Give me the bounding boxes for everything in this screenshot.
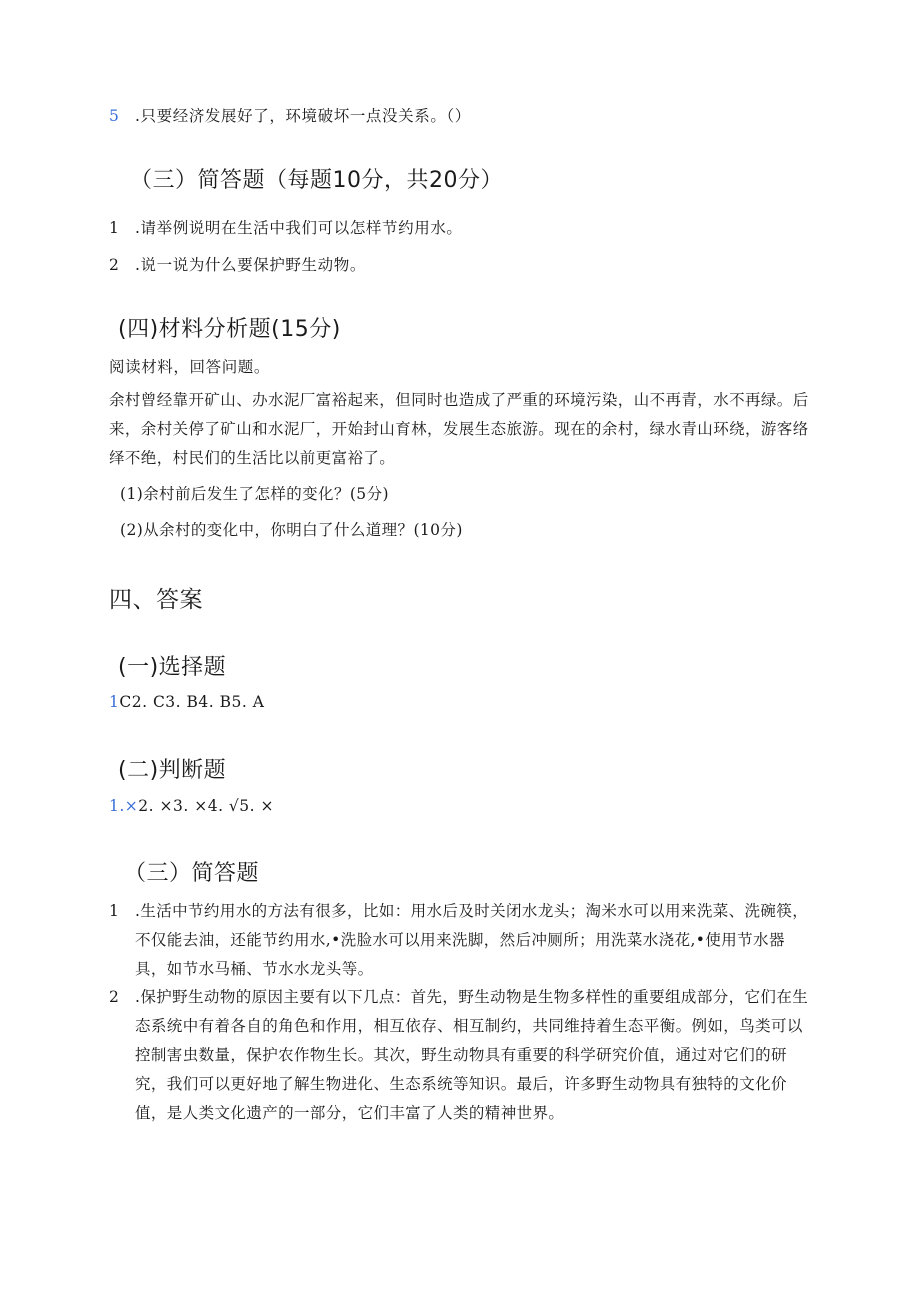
answers-heading: 四、答案 (109, 587, 203, 613)
question-number: 2 (109, 256, 120, 274)
answer-number: 2 (109, 988, 120, 1006)
answers-choice-row (109, 693, 264, 711)
answer-first-mark: × (124, 797, 139, 815)
short-question-1 (109, 216, 463, 238)
answer-first-number: 1. (109, 797, 125, 815)
question-text: .说一说为什么要保护野生动物。 (135, 256, 366, 274)
answer-number: 1 (109, 902, 120, 920)
answer-first-number: 1 (109, 693, 120, 711)
material-intro: 阅读材料，回答问题。 (109, 358, 271, 376)
question-5 (109, 104, 471, 126)
answers-short-heading: （三）简答题 (124, 861, 260, 886)
material-question-2: (2)从余村的变化中，你明白了什么道理？(10分) (120, 521, 463, 539)
answer-judge-values: 2. ×3. ×4. √5. × (138, 797, 274, 815)
question-text: .请举例说明在生活中我们可以怎样节约用水。 (135, 219, 463, 237)
answer-short-1 (109, 897, 809, 984)
answer-text: .生活中节约用水的方法有很多，比如：用水后及时关闭水龙头；淘米水可以用来洗菜、洗碗筷，不仅能去油，还能节约用水,•洗脸水可以用来洗脚，然后冲厕所；用洗菜水浇花,•使用节水器具，如节水马桶、节水水龙头等。 (135, 902, 809, 978)
answer-short-2 (109, 983, 809, 1128)
material-question-1: (1)余村前后发生了怎样的变化？(5分) (120, 485, 389, 503)
answers-judge-row (109, 797, 274, 815)
short-question-2 (109, 253, 366, 275)
material-text: 余村曾经靠开矿山、办水泥厂富裕起来，但同时也造成了严重的环境污染，山不再青，水不再绿。后来，余村关停了矿山和水泥厂，开始封山育林，发展生态旅游。现在的余村，绿水青山环绕，游客络绎不绝，村民们的生活比以前更富裕了。 (109, 391, 809, 467)
answer-text: .保护野生动物的原因主要有以下几点：首先，野生动物是生物多样性的重要组成部分，它们在生态系统中有着各自的角色和作用，相互依存、相互制约，共同维持着生态平衡。例如，鸟类可以控制害虫数量，保护农作物生长。其次，野生动物具有重要的科学研究价值，通过对它们的研究，我们可以更好地了解生物进化、生态系统等知识。最后，许多野生动物具有独特的文化价值，是人类文化遗产的一部分，它们丰富了人类的精神世界。 (135, 988, 809, 1122)
answer-choice-values: C2. C3. B4. B5. A (119, 693, 265, 711)
answers-judge-heading: (二)判断题 (118, 758, 227, 783)
section-heading-material: (四)材料分析题(15分) (118, 317, 341, 342)
section-heading-short-answer: （三）简答题（每题10分，共20分） (130, 168, 503, 193)
question-number: 1 (109, 219, 120, 237)
question-text: .只要经济发展好了，环境破坏一点没关系。（） (135, 107, 471, 125)
question-number: 5 (109, 107, 120, 125)
answers-choice-heading: (一)选择题 (118, 655, 227, 680)
